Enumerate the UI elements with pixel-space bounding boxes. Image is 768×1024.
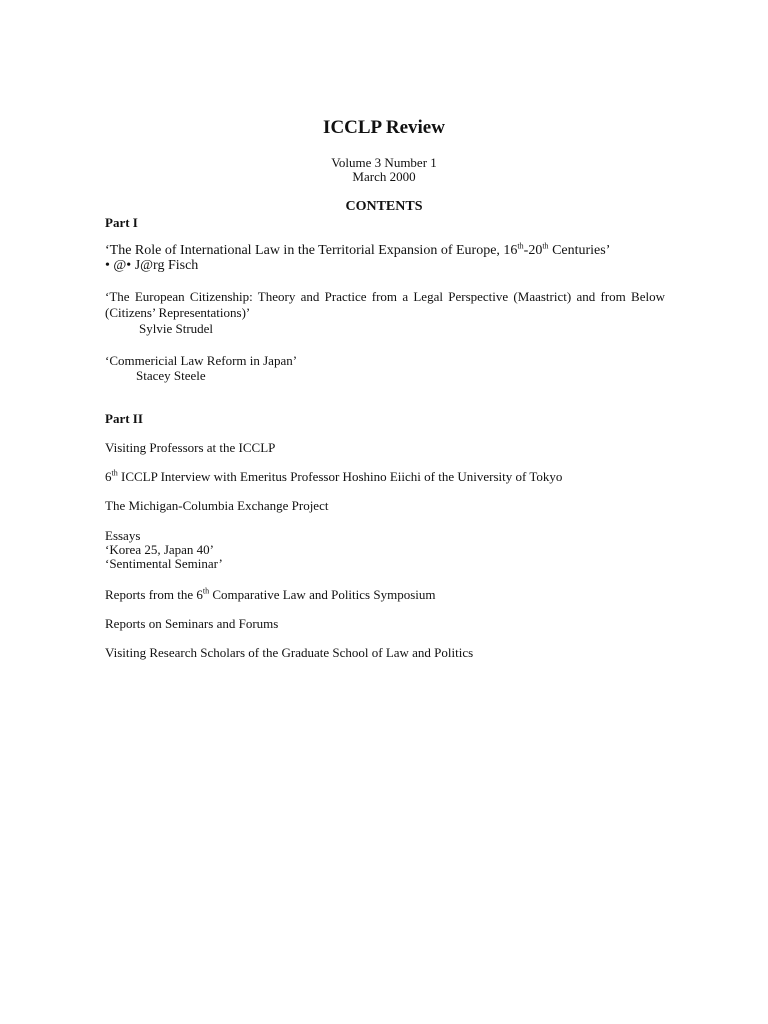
issue-date: March 2000 [352, 169, 416, 184]
essay-sentimental-seminar: ‘Sentimental Seminar’ [105, 556, 223, 571]
article-one-author: • @• J@rg Fisch [105, 258, 199, 273]
seminar-reports: Reports on Seminars and Forums [105, 616, 279, 631]
exchange-project: The Michigan-Columbia Exchange Project [105, 498, 329, 513]
essays-heading: Essays [105, 528, 141, 543]
article-two-author: Sylvie Strudel [139, 321, 214, 336]
part-two-heading: Part II [105, 411, 143, 426]
article-two-title: ‘The European Citizenship: Theory and Practice from a Legal Perspective (Maastrict) and from Below (Citizens’ Representations)’ [105, 289, 665, 320]
article-three-author: Stacey Steele [136, 368, 206, 383]
article-three-title: ‘Commericial Law Reform in Japan’ [105, 353, 298, 368]
contents-heading: CONTENTS [345, 199, 423, 214]
icclp-interview: 6th ICCLP Interview with Emeritus Professor Hoshino Eiichi of the University of Tokyo [105, 468, 563, 484]
symposium-reports: Reports from the 6th Comparative Law and Politics Symposium [105, 586, 436, 602]
essay-korea-japan: ‘Korea 25, Japan 40’ [105, 542, 215, 557]
visiting-professors: Visiting Professors at the ICCLP [105, 440, 276, 455]
part-one-heading: Part I [105, 215, 138, 230]
volume-number: Volume 3 Number 1 [331, 155, 437, 170]
review-title: ICCLP Review [323, 117, 445, 138]
research-scholars: Visiting Research Scholars of the Graduate School of Law and Politics [105, 645, 474, 660]
article-one-title: ‘The Role of International Law in the Territorial Expansion of Europe, 16th-20th Centuries’ [105, 241, 611, 258]
